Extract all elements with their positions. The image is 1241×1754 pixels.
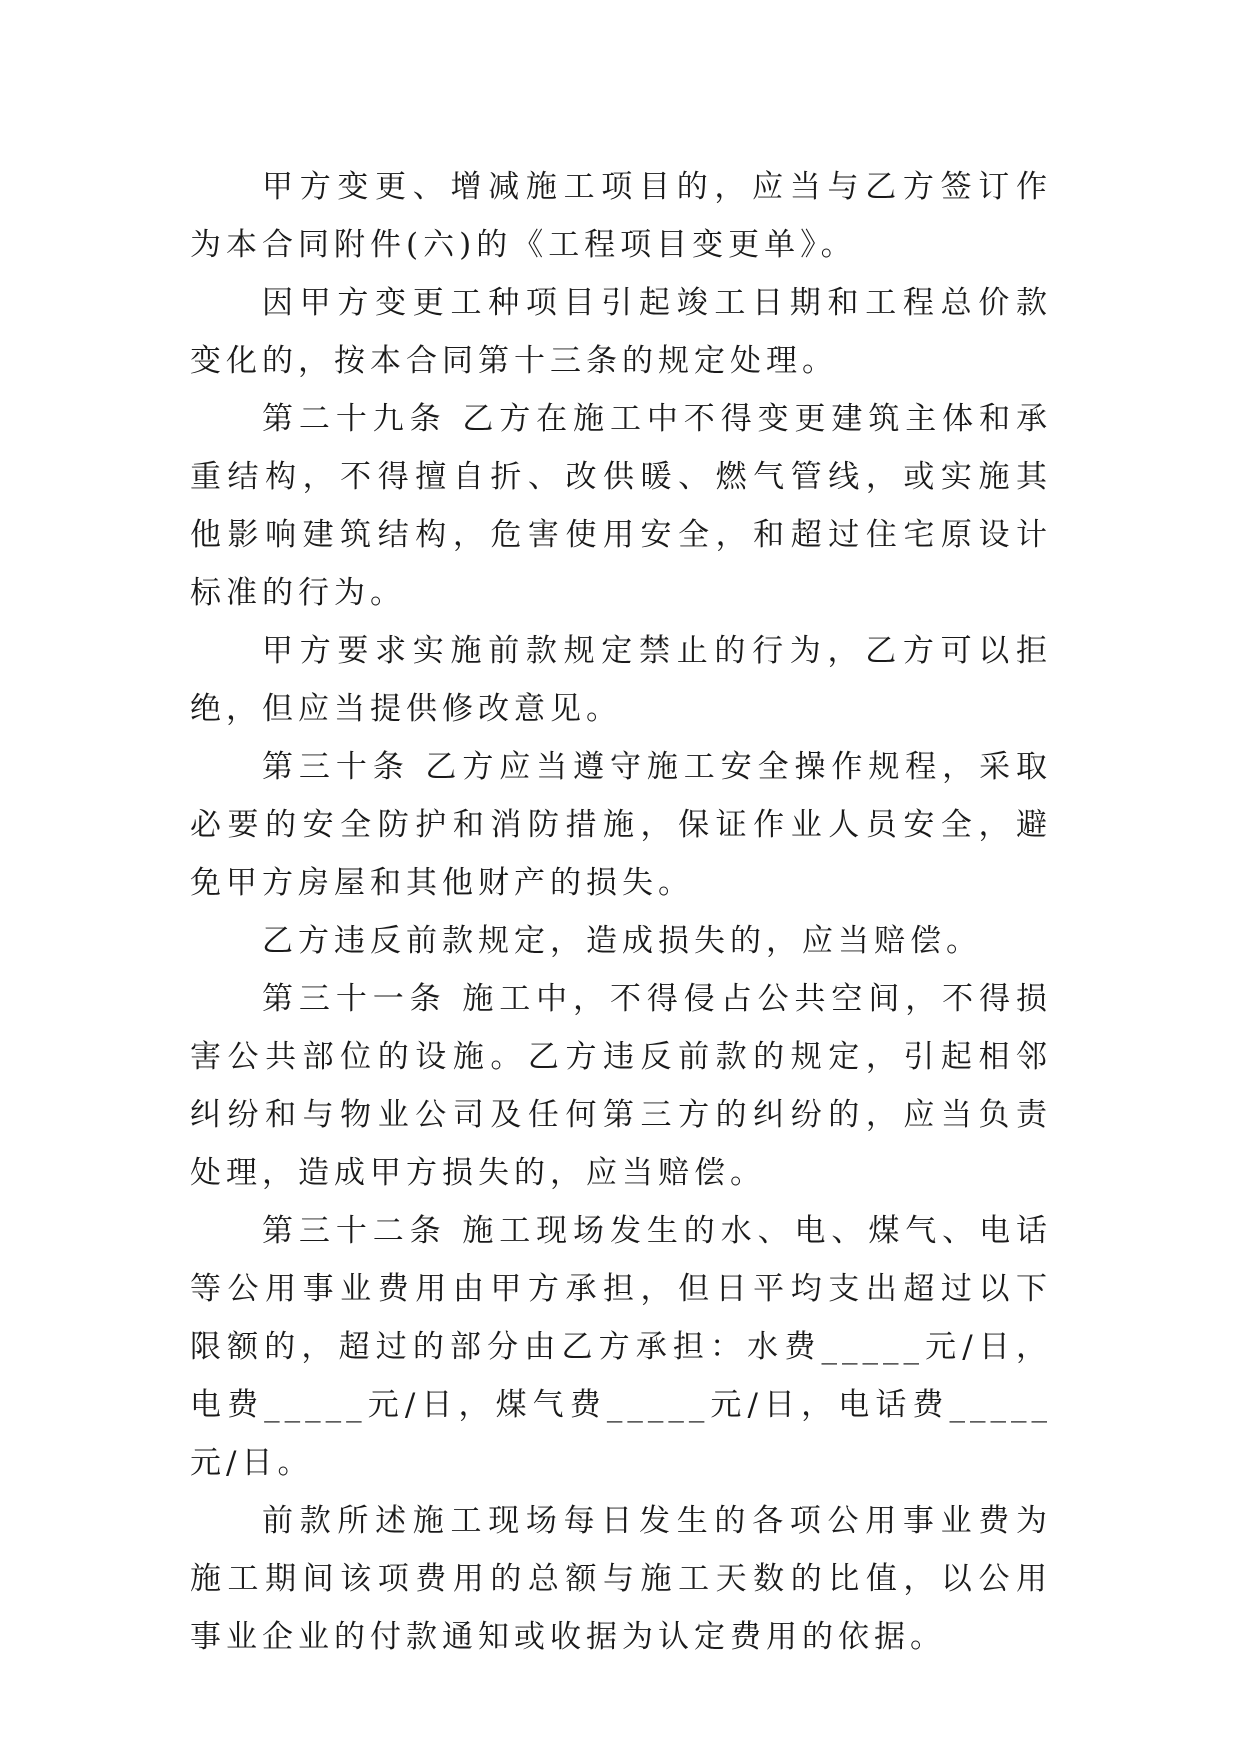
paragraph-compensation: 乙方违反前款规定，造成损失的，应当赔偿。 [262, 923, 982, 959]
document-page [190, 158, 1052, 1666]
paragraph-completion-date-change: 因甲方变更工种项目引起竣工日期和工程总价款变化的，按本合同第十三条的规定处理。 [190, 285, 1052, 379]
paragraph-change-order: 甲方变更、增减施工项目的，应当与乙方签订作为本合同附件(六)的《工程项目变更单》。 [190, 169, 1052, 263]
paragraph-article-32: 第三十二条 施工现场发生的水、电、煤气、电话等公用事业费用由甲方承担，但日平均支出超过以下限额的，超过的部分由乙方承担：水费_____元/日，电费_____元/日，煤气费_____元/日，电话费_____元/日。 [190, 1213, 1052, 1481]
paragraph-article-31: 第三十一条 施工中，不得侵占公共空间，不得损害公共部位的设施。乙方违反前款的规定，引起相邻纠纷和与物业公司及任何第三方的纠纷的，应当负责处理，造成甲方损失的，应当赔偿。 [190, 981, 1052, 1191]
paragraph-article-29: 第二十九条 乙方在施工中不得变更建筑主体和承重结构，不得擅自折、改供暖、燃气管线，或实施其他影响建筑结构，危害使用安全，和超过住宅原设计标准的行为。 [190, 401, 1052, 611]
paragraph-refusal: 甲方要求实施前款规定禁止的行为，乙方可以拒绝，但应当提供修改意见。 [190, 633, 1052, 727]
paragraph-article-30: 第三十条 乙方应当遵守施工安全操作规程，采取必要的安全防护和消防措施，保证作业人员安全，避免甲方房屋和其他财产的损失。 [190, 749, 1052, 901]
paragraph-utility-fee-basis: 前款所述施工现场每日发生的各项公用事业费为施工期间该项费用的总额与施工天数的比值，以公用事业企业的付款通知或收据为认定费用的依据。 [190, 1503, 1052, 1655]
